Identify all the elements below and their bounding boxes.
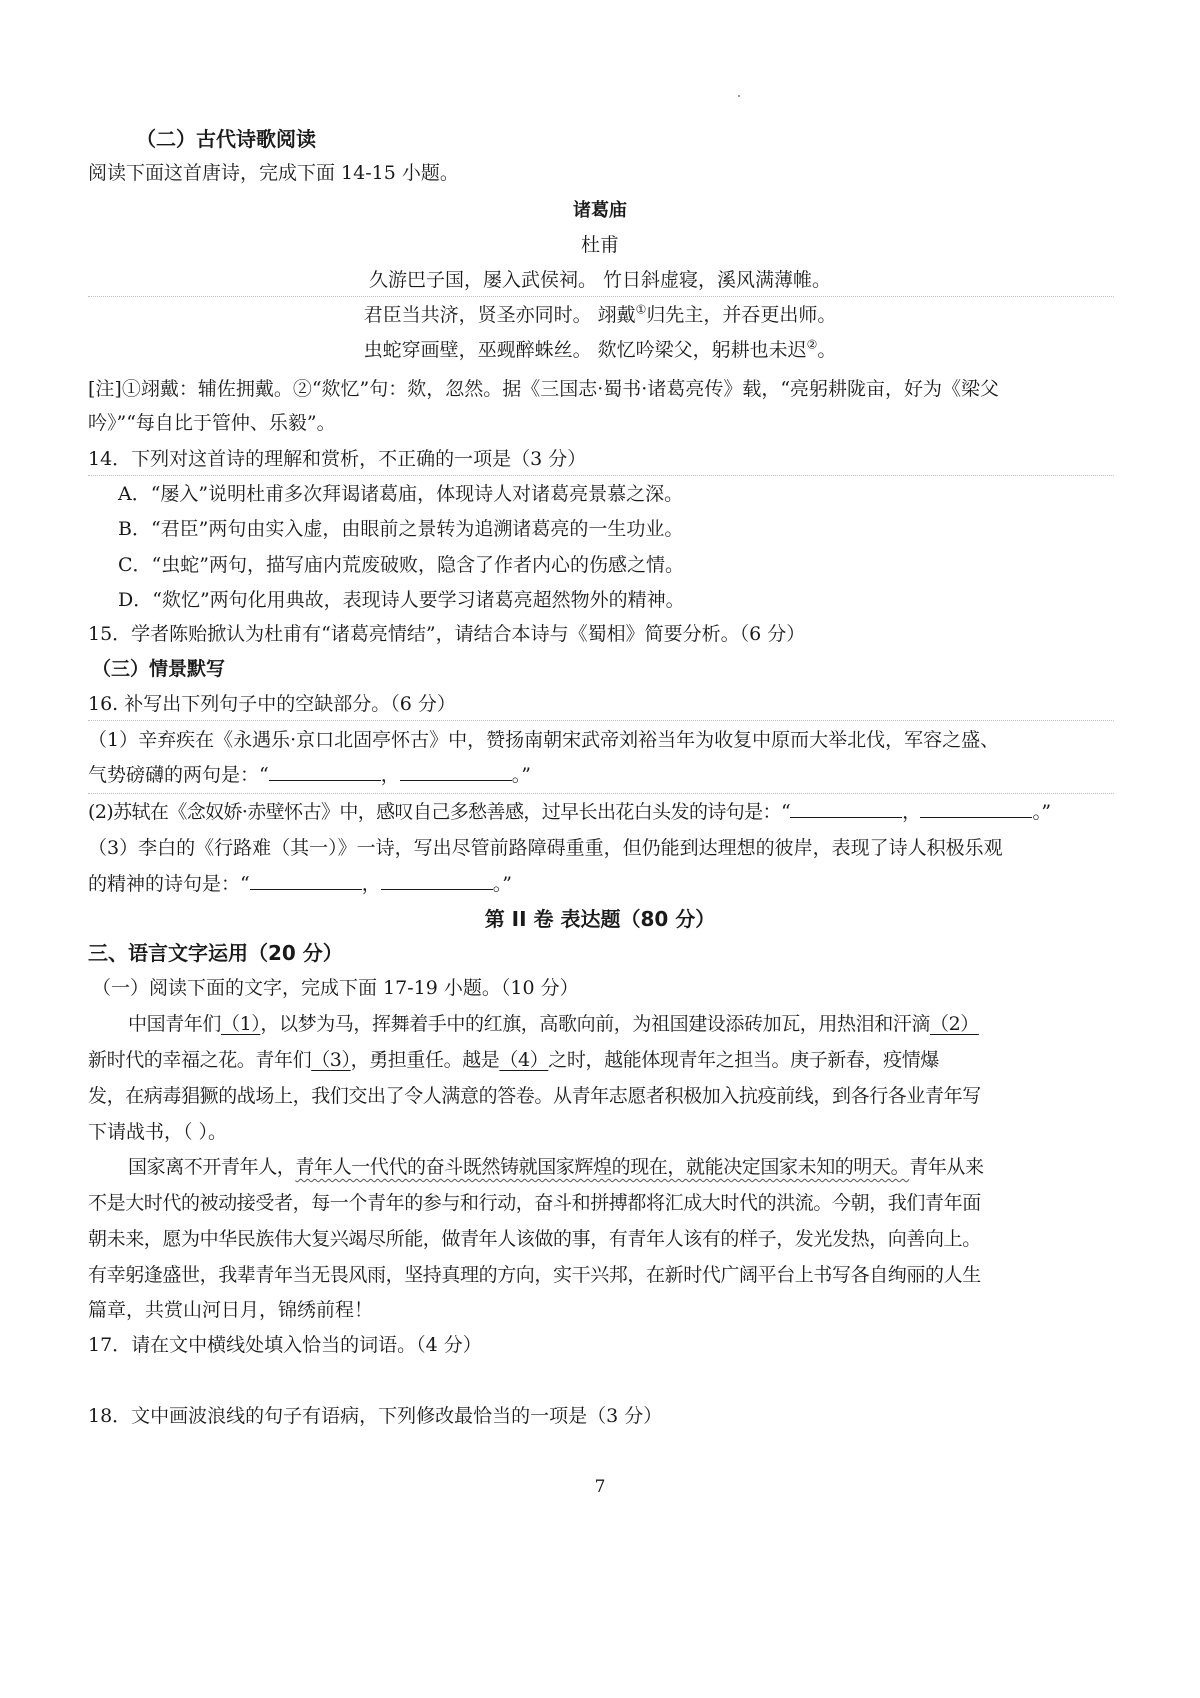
passage-p2-line4: 有幸躬逢盛世，我辈青年当无畏风雨，坚持真理的方向，实干兴邦，在新时代广阔平台上书写各自绚丽的人生 xyxy=(88,1264,981,1286)
divider xyxy=(88,296,1114,297)
scan-speck xyxy=(738,95,740,97)
question-16-stem: 16. 补写出下列句子中的空缺部分。（6 分） xyxy=(88,693,456,715)
subsection-one-intro: （一）阅读下面的文字，完成下面 17-19 小题。（10 分） xyxy=(92,977,579,999)
answer-blank[interactable] xyxy=(250,871,362,890)
passage-p2-line5: 篇章，共赏山河日月，锦绣前程！ xyxy=(88,1299,374,1321)
blank-2[interactable]: （2） xyxy=(930,1013,979,1035)
q14-option-d: D．“欻忆”两句化用典故，表现诗人要学习诸葛亮超然物外的精神。 xyxy=(118,589,685,611)
passage-p1-line3: 发，在病毒猖獗的战场上，我们交出了令人满意的答卷。从青年志愿者积极加入抗疫前线，到各行各业青年写 xyxy=(88,1085,981,1107)
poetry-intro: 阅读下面这首唐诗，完成下面 14-15 小题。 xyxy=(88,162,459,184)
q16-part3-line1: （3）李白的《行路难（其一）》一诗，写出尽管前路障碍重重，但仍能到达理想的彼岸，表现了诗人积极乐观 xyxy=(88,837,1003,859)
notes-line-1: [注]①翊戴：辅佐拥戴。②“欻忆”句：欻，忽然。据《三国志·蜀书·诸葛亮传》载，“亮躬耕陇亩，好为《梁父 xyxy=(88,378,1000,400)
section-title-language: 三、语言文字运用（20 分） xyxy=(88,941,343,965)
passage-p1-line1: 中国青年们（1），以梦为马，挥舞着手中的红旗，高歌向前，为祖国建设添砖加瓦，用热泪和汗滴（2） xyxy=(128,1013,979,1035)
notes-line-2: 吟》”“每自比于管仲、乐毅”。 xyxy=(88,412,336,434)
passage-p2-line1: 国家离不开青年人，青年人一代代的奋斗既然铸就国家辉煌的现在，就能决定国家未知的明天。青年从来 xyxy=(128,1156,984,1178)
passage-p1-line2: 新时代的幸福之花。青年们（3），勇担重任。越是（4）之时，越能体现青年之担当。庚子新春，疫情爆 xyxy=(88,1049,939,1071)
divider xyxy=(88,475,1114,476)
divider xyxy=(88,793,1114,794)
question-15: 15．学者陈贻掀认为杜甫有“诸葛亮情结”，请结合本诗与《蜀相》简要分析。（6 分） xyxy=(88,623,806,645)
question-14-stem: 14．下列对这首诗的理解和赏析，不正确的一项是（3 分） xyxy=(88,448,587,470)
q14-option-c: C．“虫蛇”两句，描写庙内荒废破败，隐含了作者内心的伤感之情。 xyxy=(118,554,684,576)
answer-blank[interactable] xyxy=(269,762,381,781)
part-2-title: 第 II 卷 表达题（80 分） xyxy=(484,907,716,931)
poem-author: 杜甫 xyxy=(580,234,619,256)
question-18: 18．文中画波浪线的句子有语病，下列修改最恰当的一项是（3 分） xyxy=(88,1405,663,1427)
q16-part2: (2)苏轼在《念奴娇·赤壁怀古》中，感叹自己多愁善感，过早长出花白头发的诗句是：“ ， 。” xyxy=(88,801,1051,823)
poem-line-2: 君臣当共济，贤圣亦同时。 翊戴①归先主，并吞更出师。 xyxy=(363,302,837,326)
blank-1[interactable]: （1） xyxy=(221,1013,261,1035)
poem-title: 诸葛庙 xyxy=(573,200,627,221)
blank-3[interactable]: （3） xyxy=(311,1049,351,1071)
wavy-underlined-sentence: 青年人一代代的奋斗既然铸就国家辉煌的现在，就能决定国家未知的明天。 xyxy=(295,1156,910,1178)
blank-4[interactable]: （4） xyxy=(499,1049,549,1071)
page-number: 7 xyxy=(594,1477,606,1497)
poem-line-3: 虫蛇穿画壁，巫觋醉蛛丝。 欻忆吟梁父，躬耕也未迟②。 xyxy=(363,337,837,361)
q16-part1-line1: （1）辛弃疾在《永遇乐·京口北固亭怀古》中，赞扬南朝宋武帝刘裕当年为收复中原而大举北伐，军容之盛、 xyxy=(88,729,1000,751)
q14-option-a: A．“屡入”说明杜甫多次拜谒诸葛庙，体现诗人对诸葛亮景慕之深。 xyxy=(118,483,684,505)
q14-option-b: B．“君臣”两句由实入虚，由眼前之景转为追溯诸葛亮的一生功业。 xyxy=(118,518,684,540)
section-title-poetry: （二）古代诗歌阅读 xyxy=(136,127,316,151)
answer-blank[interactable] xyxy=(920,799,1032,818)
q16-part3-line2: 的精神的诗句是：“ ， 。” xyxy=(88,873,512,895)
poem-line-1: 久游巴子国，屡入武侯祠。 竹日斜虚寝，溪风满薄帷。 xyxy=(368,269,832,291)
divider xyxy=(88,720,1114,721)
section-title-recite: （三）情景默写 xyxy=(92,658,226,680)
question-17: 17．请在文中横线处填入恰当的词语。（4 分） xyxy=(88,1334,482,1356)
passage-p2-line2: 不是大时代的被动接受者，每一个青年的参与和行动，奋斗和拼搏都将汇成大时代的洪流。今朝，我们青年面 xyxy=(88,1192,981,1214)
answer-blank[interactable] xyxy=(381,871,493,890)
passage-p2-line3: 朝未来，愿为中华民族伟大复兴竭尽所能，做青年人该做的事，有青年人该有的样子，发光发热，向善向上。 xyxy=(88,1228,981,1250)
q16-part1-line2: 气势磅礴的两句是：“ ， 。” xyxy=(88,764,531,786)
answer-blank[interactable] xyxy=(400,762,512,781)
answer-blank[interactable] xyxy=(790,799,902,818)
passage-p1-line4: 下请战书，（ ）。 xyxy=(88,1121,228,1143)
